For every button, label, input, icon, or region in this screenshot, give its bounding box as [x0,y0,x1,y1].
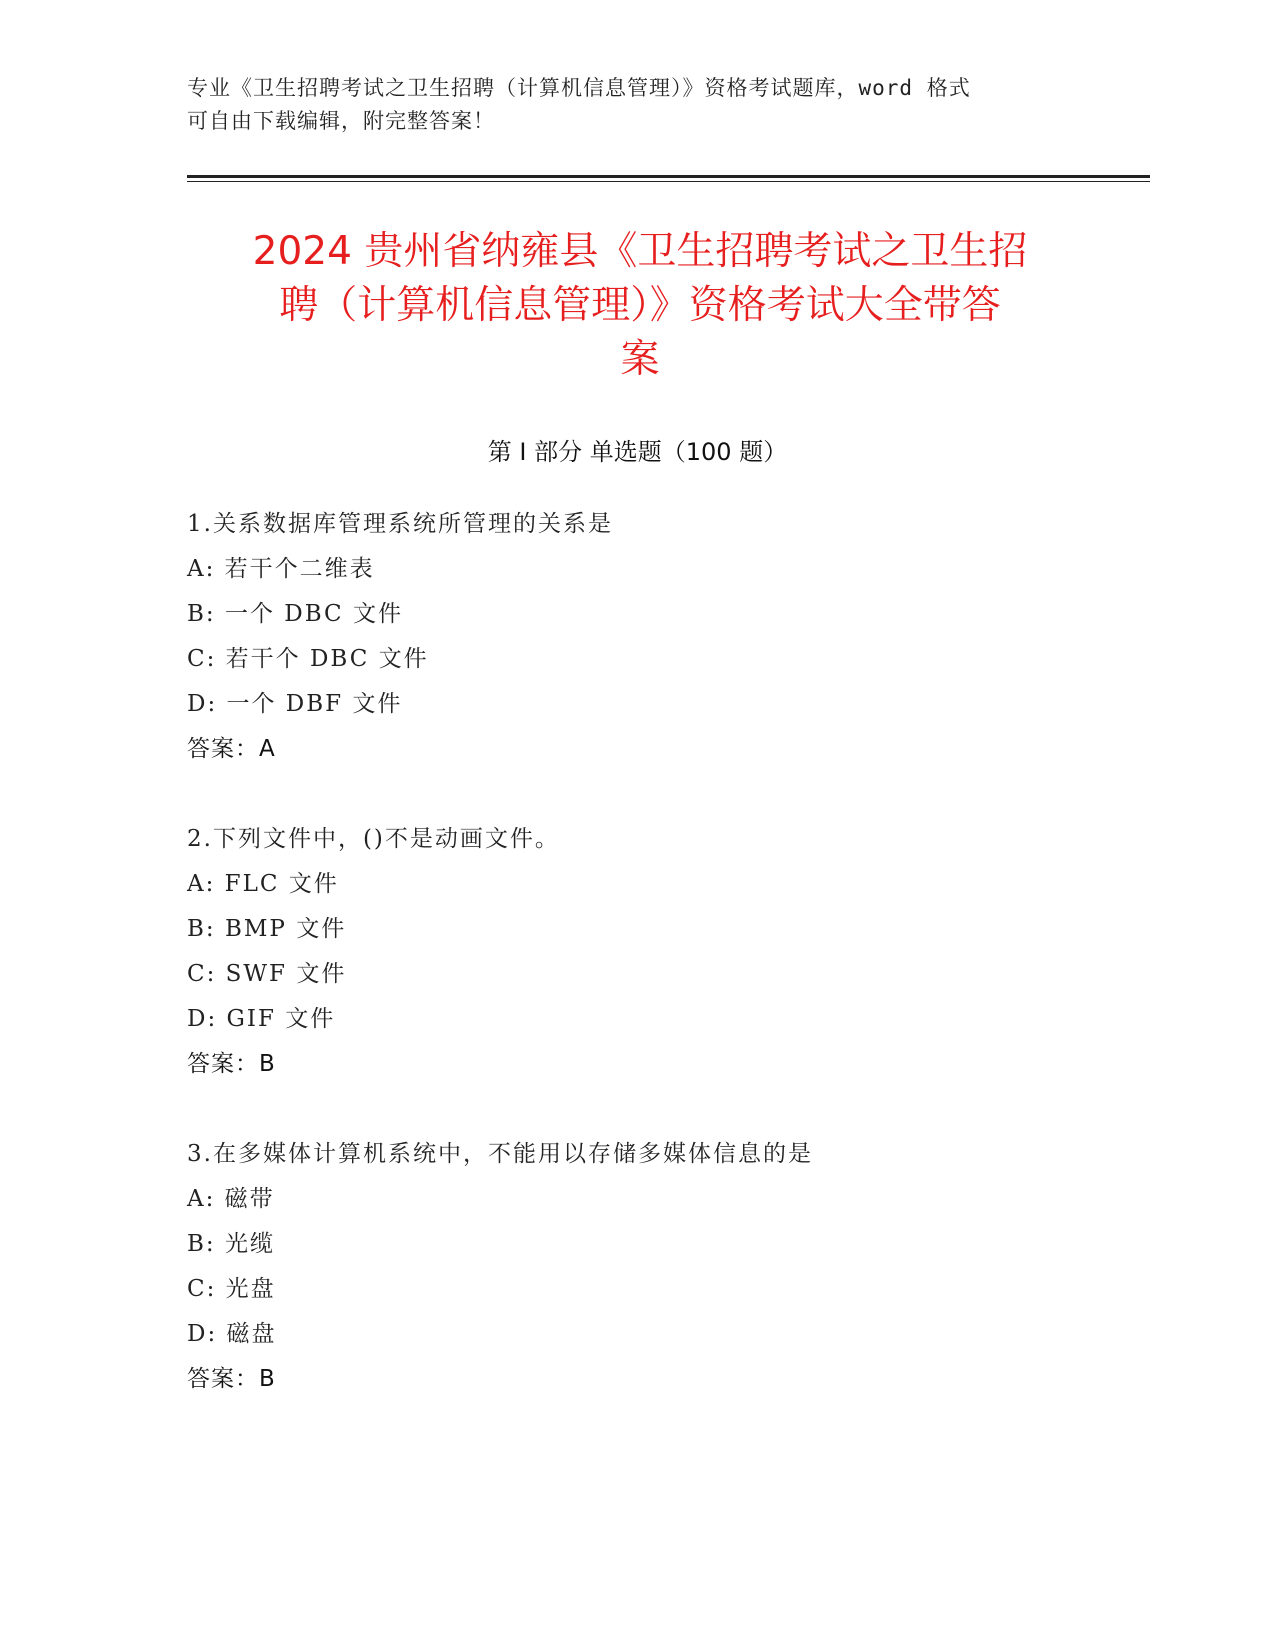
header-note-line-1: 专业《卫生招聘考试之卫生招聘（计算机信息管理）》资格考试题库，word 格式 [187,76,971,100]
option-a: A: 磁带 [187,1186,275,1212]
option-b: B: 一个 DBC 文件 [187,601,403,627]
answer-line: 答案：B [187,1366,276,1392]
answer-line: 答案：B [187,1051,276,1077]
question-2 [187,817,1087,1087]
question-stem: 2.下列文件中，()不是动画文件。 [187,826,560,852]
question-3 [187,1132,1087,1402]
option-c: C: 光盘 [187,1276,276,1302]
section-heading: 第 I 部分 单选题（100 题） [487,438,788,466]
question-stem: 3.在多媒体计算机系统中，不能用以存储多媒体信息的是 [187,1141,813,1167]
option-d: D: 磁盘 [187,1321,277,1347]
title-line-1: 2024 贵州省纳雍县《卫生招聘考试之卫生招 [252,229,1028,274]
option-c: C: SWF 文件 [187,961,347,987]
question-stem: 1.关系数据库管理系统所管理的关系是 [187,511,613,537]
option-d: D: GIF 文件 [187,1006,336,1032]
option-b: B: BMP 文件 [187,916,347,942]
document-title [180,225,1100,387]
option-d: D: 一个 DBF 文件 [187,691,403,717]
title-line-2: 聘（计算机信息管理）》资格考试大全带答 [279,283,1001,328]
header-note-line-2: 可自由下载编辑，附完整答案！ [187,109,495,133]
option-b: B: 光缆 [187,1231,275,1257]
option-a: A: 若干个二维表 [187,556,375,582]
header-divider-thick [187,175,1150,178]
title-line-3: 案 [620,337,660,382]
header-note [187,72,1067,138]
question-1 [187,502,1087,772]
option-c: C: 若干个 DBC 文件 [187,646,429,672]
answer-line: 答案：A [187,736,276,762]
option-a: A: FLC 文件 [187,871,339,897]
header-divider-thin [187,181,1150,182]
